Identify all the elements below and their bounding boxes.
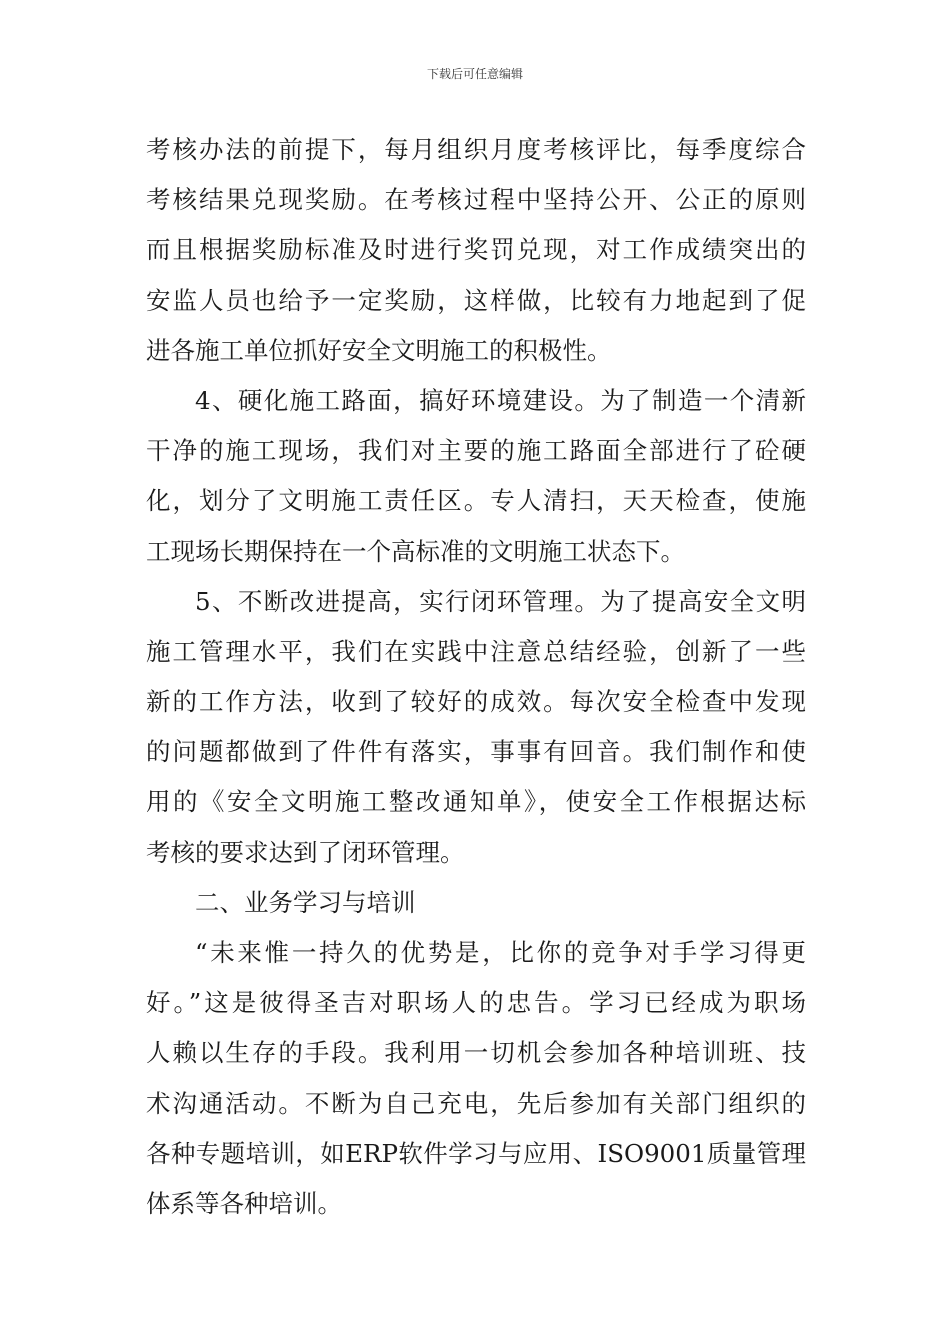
paragraph — [146, 381, 806, 582]
text-line: 4、硬化施工路面，搞好环境建设。为了制造一个清新 — [195, 385, 806, 415]
paragraph — [146, 130, 806, 381]
text-line: 干净的施工现场，我们对主要的施工路面全部进行了砼硬 — [146, 436, 806, 466]
text-line: 好。”这是彼得圣吉对职场人的忠告。学习已经成为职场 — [146, 988, 806, 1018]
text-line: 术沟通活动。不断为自己充电，先后参加有关部门组织的 — [146, 1088, 806, 1118]
text-line: 化，划分了文明施工责任区。专人清扫，天天检查，使施 — [146, 486, 806, 516]
text-line: 进各施工单位抓好安全文明施工的积极性。 — [146, 335, 612, 365]
text-line: 施工管理水平，我们在实践中注意总结经验，创新了一些 — [146, 636, 806, 666]
text-line: 各种专题培训，如ERP软件学习与应用、ISO9001质量管理 — [146, 1138, 806, 1168]
heading-text: 二、业务学习与培训 — [195, 887, 416, 917]
text-line: 而且根据奖励标准及时进行奖罚兑现，对工作成绩突出的 — [146, 235, 806, 265]
paragraph — [146, 933, 806, 1234]
text-line: 体系等各种培训。 — [146, 1188, 342, 1218]
document-body — [146, 130, 806, 1234]
text-line: 人赖以生存的手段。我利用一切机会参加各种培训班、技 — [146, 1038, 806, 1068]
paragraph — [146, 582, 806, 883]
section-heading — [146, 883, 806, 933]
text-line: 新的工作方法，收到了较好的成效。每次安全检查中发现 — [146, 687, 806, 717]
text-line: 考核结果兑现奖励。在考核过程中坚持公开、公正的原则 — [146, 185, 806, 215]
text-line: 安监人员也给予一定奖励，这样做，比较有力地起到了促 — [146, 285, 806, 315]
text-line: 5、不断改进提高，实行闭环管理。为了提高安全文明 — [195, 586, 806, 616]
page-header: 下载后可任意编辑 — [426, 67, 523, 81]
text-line: 的问题都做到了件件有落实，事事有回音。我们制作和使 — [146, 737, 806, 767]
text-line: 用的《安全文明施工整改通知单》，使安全工作根据达标 — [146, 787, 806, 817]
text-line: “未来惟一持久的优势是，比你的竞争对手学习得更 — [195, 938, 806, 967]
text-line: 考核的要求达到了闭环管理。 — [146, 837, 465, 867]
text-line: 工现场长期保持在一个高标准的文明施工状态下。 — [146, 536, 685, 566]
text-line: 考核办法的前提下，每月组织月度考核评比，每季度综合 — [146, 135, 806, 164]
